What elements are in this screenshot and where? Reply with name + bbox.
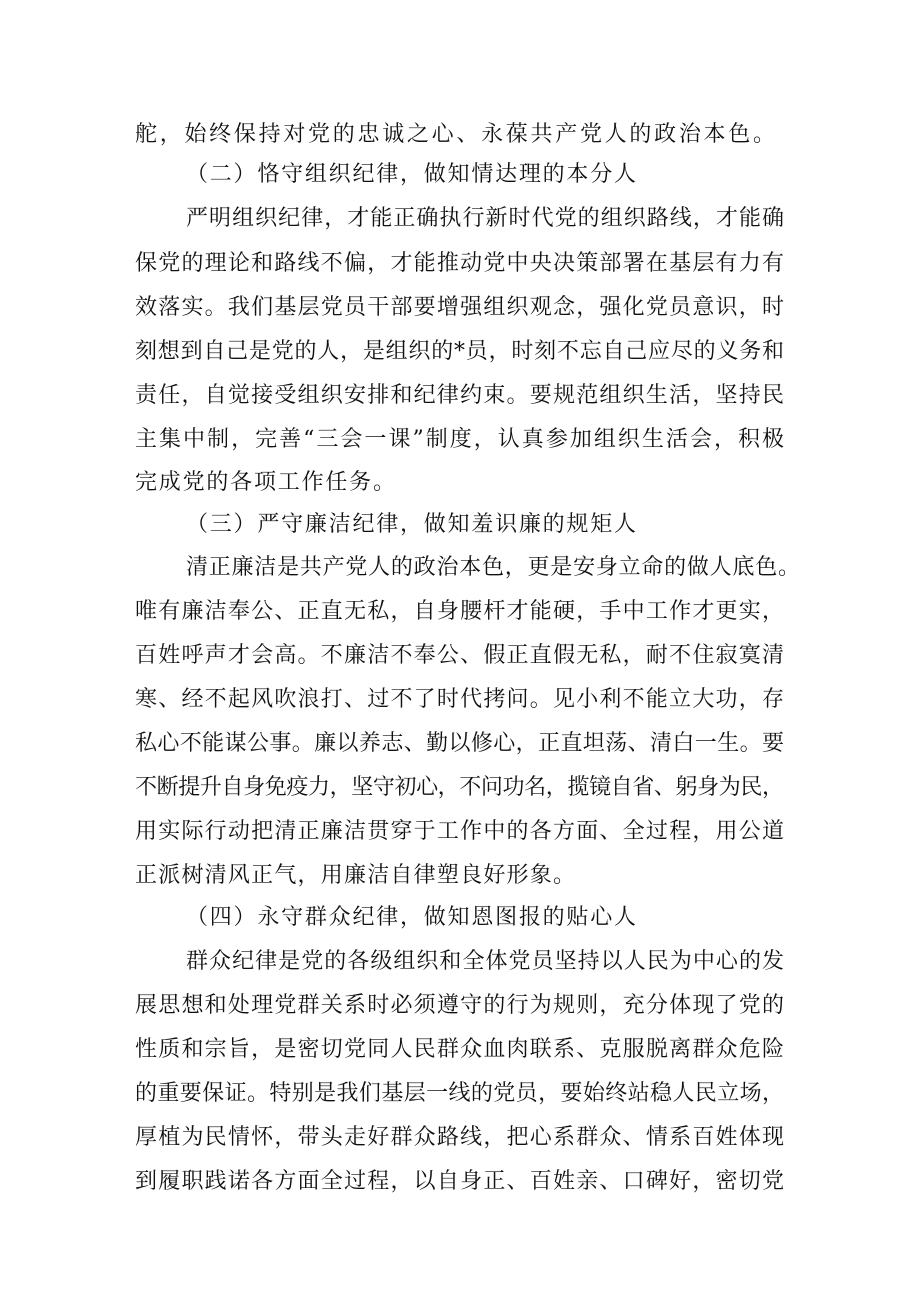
paragraph-line: 的重要保证。特别是我们基层一线的党员，要始终站稳人民立场， xyxy=(135,1081,785,1106)
paragraph-line: 严明组织纪律，才能正确执行新时代党的组织路线，才能确 xyxy=(186,206,786,231)
paragraph-line: 责任，自觉接受组织安排和纪律约束。要规范组织生活，坚持民 xyxy=(135,383,786,408)
paragraph-line: 完成党的各项工作任务。 xyxy=(135,470,397,495)
paragraph-line: 厚植为民情怀，带头走好群众路线，把心系群众、情系百姓体现 xyxy=(135,1125,786,1150)
paragraph-line: 展思想和处理党群关系时必须遵守的行为规则，充分体现了党的 xyxy=(135,993,786,1018)
paragraph-line: 保党的理论和路线不偏，才能推动党中央决策部署在基层有力有 xyxy=(135,251,786,276)
paragraph-line: 主集中制，完善“三会一课”制度，认真参加组织生活会，积极 xyxy=(135,427,787,452)
paragraph-line: 群众纪律是党的各级组织和全体党员坚持以人民为中心的发 xyxy=(186,949,786,974)
paragraph-line: 用实际行动把清正廉洁贯穿于工作中的各方面、全过程，用公道 xyxy=(135,819,786,844)
paragraph-line: 私心不能谋公事。廉以养志、勤以修心，正直坦荡、清白一生。要 xyxy=(135,731,785,756)
paragraph-line: 刻想到自己是党的人，是组织的*员，时刻不忘自己应尽的义务和 xyxy=(135,339,785,364)
section-heading-2: （二）恪守组织纪律，做知情达理的本分人 xyxy=(186,162,638,187)
paragraph-line: 不断提升自身免疫力，坚守初心，不问功名，揽镜自省、躬身为民， xyxy=(135,775,784,800)
paragraph-line: 正派树清风正气，用廉洁自律塑良好形象。 xyxy=(135,863,577,888)
paragraph-line: 百姓呼声才会高。不廉洁不奉公、假正直假无私，耐不住寂寞清 xyxy=(135,643,786,668)
paragraph-line: 到履职践诺各方面全过程，以自身正、百姓亲、口碑好，密切党 xyxy=(135,1169,786,1194)
paragraph-line: 唯有廉洁奉公、正直无私，自身腰杆才能硬，手中工作才更实， xyxy=(135,599,786,624)
section-heading-3: （三）严守廉洁纪律，做知羞识廉的规矩人 xyxy=(186,512,638,537)
paragraph-line: 性质和宗旨，是密切党同人民群众血肉联系、克服脱离群众危险 xyxy=(135,1037,786,1062)
paragraph-line: 寒、经不起风吹浪打、过不了时代拷问。见小利不能立大功，存 xyxy=(135,687,786,712)
paragraph-line: 效落实。我们基层党员干部要增强组织观念，强化党员意识，时 xyxy=(135,295,786,320)
section-heading-4: （四）永守群众纪律，做知恩图报的贴心人 xyxy=(186,905,638,930)
body-text-line: 舵，始终保持对党的忠诚之心、永葆共产党人的政治本色。 xyxy=(135,122,778,147)
paragraph-line: 清正廉洁是共产党人的政治本色，更是安身立命的做人底色。 xyxy=(186,555,801,580)
